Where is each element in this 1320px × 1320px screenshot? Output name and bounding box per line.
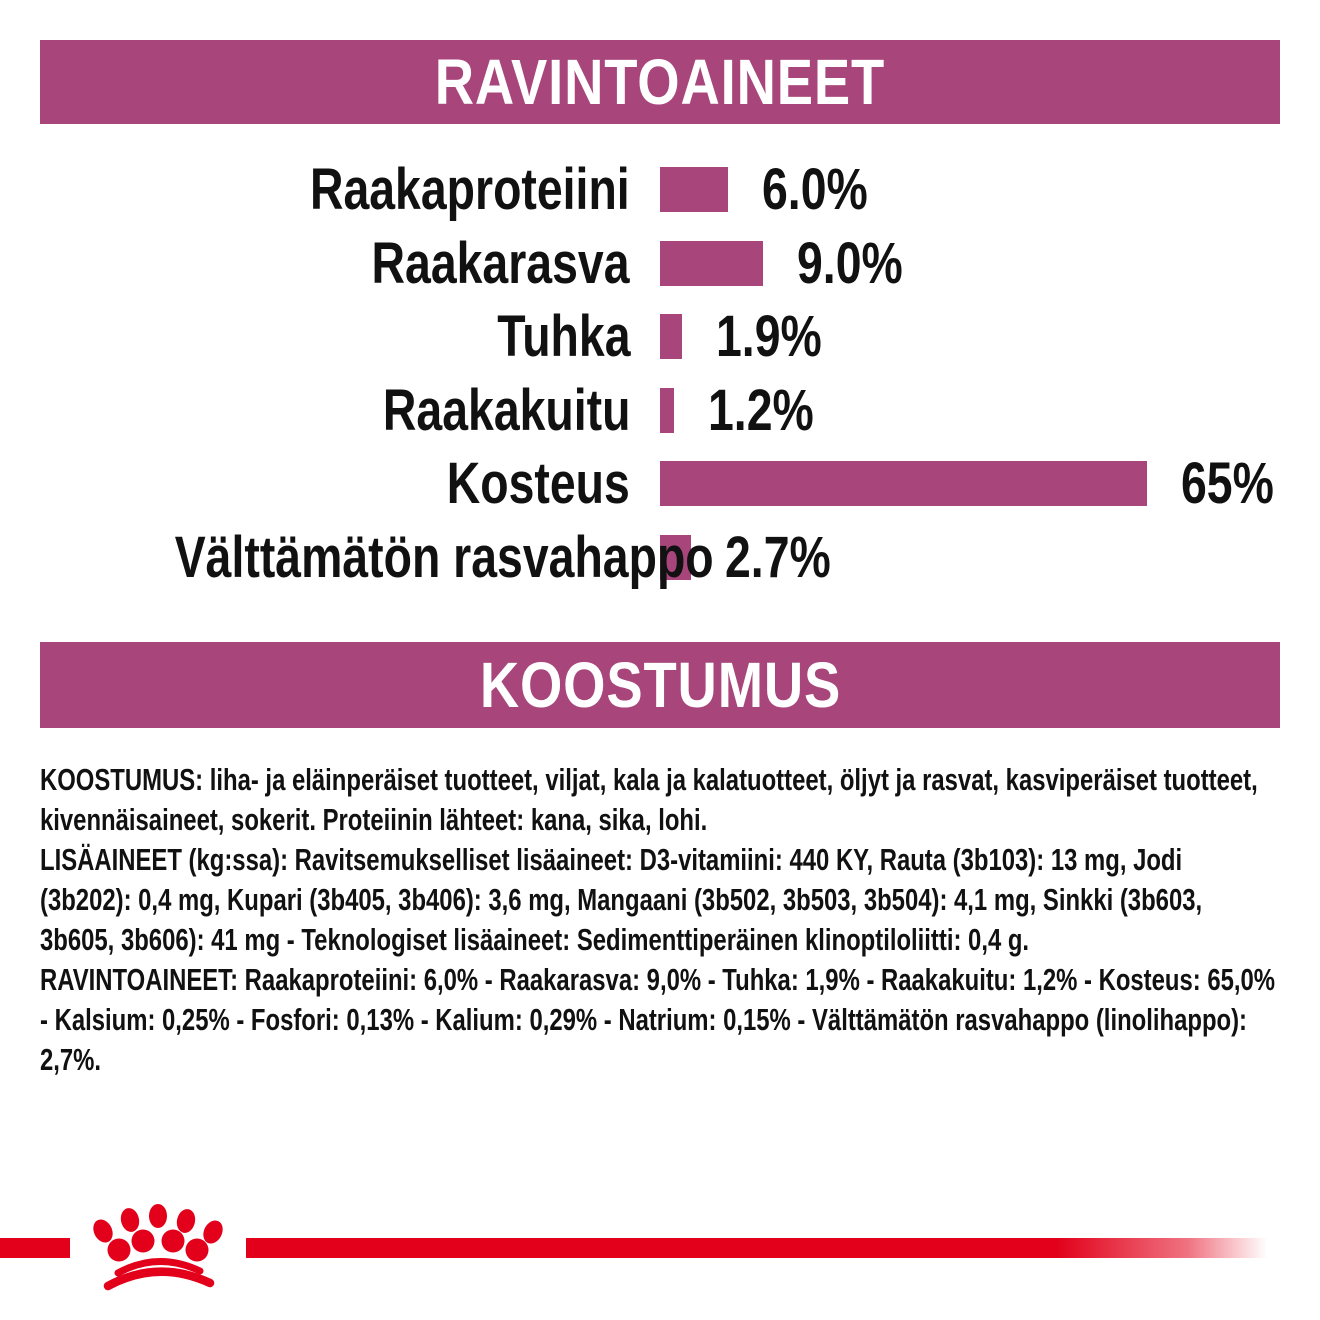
- composition-paragraph: KOOSTUMUS: liha- ja eläinperäiset tuotteet, viljat, kala ja kalatuotteet, öljyt ja rasvat, kasviperäiset tuotteet, kivennäisaineet, sokerit. Proteiinin lähteet: kana, sika, lohi.: [40, 762, 1258, 837]
- nutrient-bar: [660, 388, 674, 433]
- nutrient-bar: [660, 167, 728, 212]
- nutrient-label: Kosteus: [446, 451, 630, 517]
- nutrient-bar-chart: [40, 153, 1280, 594]
- nutrient-value: 1.2%: [707, 377, 814, 443]
- composition-header-title: KOOSTUMUS: [479, 649, 841, 721]
- nutrient-value: 6.0%: [762, 157, 869, 223]
- additives-paragraph: LISÄAINEET (kg:ssa): Ravitsemukselliset lisäaineet: D3-vitamiini: 440 KY, Rauta (3b103): 13 mg, Jodi (3b202): 0,4 mg, Kupari (3b405, 3b406): 3,6 mg, Mangaani (3b502, 3b503, 3b504): 4,1 mg, Sinkki (3b603, 3b605, 3b606): 41 mg - Teknologiset lisäaineet: Sedimenttiperäinen klinoptiloliitti: 0,4 g.: [40, 842, 1203, 957]
- chart-row: [40, 447, 1280, 521]
- royal-canin-crown-icon: [78, 1198, 242, 1294]
- nutrient-value: 65%: [1181, 451, 1274, 517]
- nutrients-paragraph: RAVINTOAINEET: Raakaproteiini: 6,0% - Raakarasva: 9,0% - Tuhka: 1,9% - Raakakuitu: 1,2% - Kosteus: 65,0% - Kalsium: 0,25% - Fosfori: 0,13% - Kalium: 0,29% - Natrium: 0,15% - Välttämätön rasvahappo (linolihappo): 2,7%.: [40, 962, 1276, 1077]
- nutrient-label: Välttämätön rasvahappo: [174, 524, 714, 590]
- chart-row: [40, 153, 1280, 227]
- nutrient-value: 9.0%: [796, 230, 903, 296]
- nutrient-label: Raakarasva: [371, 230, 630, 296]
- chart-row: [40, 300, 1280, 374]
- chart-row: [40, 521, 1280, 595]
- nutrient-label: Raakaproteiini: [310, 157, 630, 223]
- composition-header-band: [40, 642, 1280, 728]
- nutrient-label: Tuhka: [496, 304, 630, 370]
- nutrient-label: Raakakuitu: [382, 377, 630, 443]
- composition-text-block: [40, 760, 1280, 1080]
- nutrient-value: 1.9%: [715, 304, 822, 370]
- nutrients-header-title: RAVINTOAINEET: [434, 46, 886, 118]
- nutrients-header-band: [40, 40, 1280, 124]
- chart-row: [40, 374, 1280, 448]
- nutrient-bar: [660, 461, 1147, 506]
- nutrient-value: 2.7%: [724, 524, 831, 590]
- chart-row: [40, 227, 1280, 301]
- nutrient-bar: [660, 241, 763, 286]
- nutrient-bar: [660, 314, 682, 359]
